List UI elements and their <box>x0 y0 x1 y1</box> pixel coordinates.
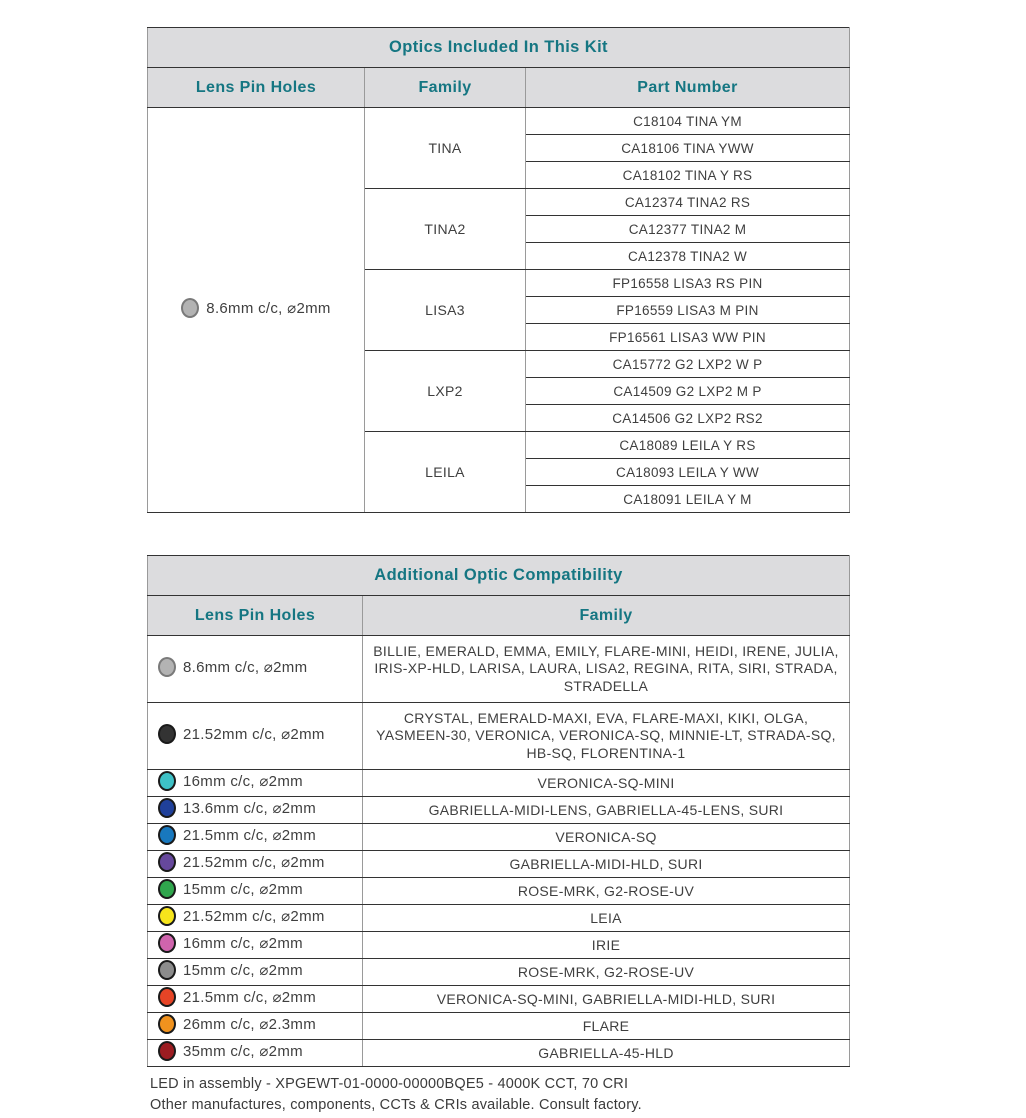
pin-hole-label: 21.52mm c/c, ⌀2mm <box>183 854 325 872</box>
part-number-cell: CA14509 G2 LXP2 M P <box>526 378 850 405</box>
family-cell: CRYSTAL, EMERALD-MAXI, EVA, FLARE-MAXI, KIKI, OLGA, YASMEEN-30, VERONICA, VERONICA-SQ, MINNIE-LT, STRADA-SQ, HB-SQ, FLORENTINA-1 <box>363 703 850 770</box>
pin-hole-spec <box>158 825 316 845</box>
family-cell: VERONICA-SQ-MINI, GABRIELLA-MIDI-HLD, SURI <box>363 986 850 1013</box>
family-cell: GABRIELLA-MIDI-LENS, GABRIELLA-45-LENS, SURI <box>363 797 850 824</box>
family-cell: LEIA <box>363 905 850 932</box>
table-row <box>148 1040 850 1067</box>
lens-pin-cell <box>148 1040 363 1067</box>
part-number-cell: CA14506 G2 LXP2 RS2 <box>526 405 850 432</box>
lens-pin-cell <box>148 905 363 932</box>
pin-hole-spec <box>158 933 303 953</box>
pin-hole-color-icon <box>158 906 176 926</box>
kit-table-title-row <box>148 28 850 68</box>
lens-pin-cell <box>148 770 363 797</box>
lens-pin-cell <box>148 878 363 905</box>
table-row <box>148 824 850 851</box>
pin-hole-color-icon <box>158 724 176 744</box>
part-number-cell: CA18091 LEILA Y M <box>526 486 850 513</box>
part-number-cell: CA15772 G2 LXP2 W P <box>526 351 850 378</box>
family-cell: VERONICA-SQ-MINI <box>363 770 850 797</box>
lens-pin-cell <box>148 932 363 959</box>
pin-hole-spec <box>158 798 316 818</box>
table-row <box>148 986 850 1013</box>
pin-hole-label: 16mm c/c, ⌀2mm <box>183 773 303 791</box>
pin-hole-color-icon <box>158 852 176 872</box>
part-number-cell: FP16561 LISA3 WW PIN <box>526 324 850 351</box>
part-number-cell: CA12378 TINA2 W <box>526 243 850 270</box>
pin-hole-label: 16mm c/c, ⌀2mm <box>183 935 303 953</box>
kit-table-title: Optics Included In This Kit <box>148 28 850 68</box>
compat-table-title-row <box>148 556 850 596</box>
family-cell: TINA <box>365 108 526 189</box>
table-row <box>148 703 850 770</box>
pin-hole-color-icon <box>158 798 176 818</box>
part-number-cell: CA18106 TINA YWW <box>526 135 850 162</box>
pin-hole-spec <box>181 298 330 318</box>
compat-table-title: Additional Optic Compatibility <box>148 556 850 596</box>
family-cell: LISA3 <box>365 270 526 351</box>
pin-hole-color-icon <box>158 960 176 980</box>
column-header-part-number: Part Number <box>526 68 850 108</box>
family-cell: FLARE <box>363 1013 850 1040</box>
footer-led-assembly-note: LED in assembly - XPGEWT-01-0000-00000BQE5 - 4000K CCT, 70 CRI <box>150 1076 629 1092</box>
table-row <box>148 851 850 878</box>
optics-included-table <box>147 27 850 513</box>
part-number-cell: CA12377 TINA2 M <box>526 216 850 243</box>
pin-hole-color-icon <box>181 298 199 318</box>
pin-hole-color-icon <box>158 1041 176 1061</box>
family-cell: GABRIELLA-MIDI-HLD, SURI <box>363 851 850 878</box>
pin-hole-spec <box>158 771 303 791</box>
lens-pin-cell <box>148 108 365 513</box>
compat-table-header-row <box>148 596 850 636</box>
pin-hole-label: 13.6mm c/c, ⌀2mm <box>183 800 317 818</box>
part-number-cell: CA12374 TINA2 RS <box>526 189 850 216</box>
pin-hole-color-icon <box>158 657 176 677</box>
pin-hole-label: 21.5mm c/c, ⌀2mm <box>183 827 317 845</box>
lens-pin-cell <box>148 986 363 1013</box>
lens-pin-cell <box>148 959 363 986</box>
column-header-family: Family <box>365 68 526 108</box>
pin-hole-color-icon <box>158 1014 176 1034</box>
lens-pin-cell <box>148 851 363 878</box>
pin-hole-label: 35mm c/c, ⌀2mm <box>183 1043 303 1061</box>
pin-hole-spec <box>158 987 316 1007</box>
family-cell: GABRIELLA-45-HLD <box>363 1040 850 1067</box>
pin-hole-label: 21.52mm c/c, ⌀2mm <box>183 908 325 926</box>
pin-hole-spec <box>158 879 303 899</box>
part-number-cell: C18104 TINA YM <box>526 108 850 135</box>
pin-hole-spec <box>158 1041 303 1061</box>
footer-notes <box>150 1074 642 1115</box>
pin-hole-color-icon <box>158 987 176 1007</box>
spec-sheet <box>147 27 849 1067</box>
pin-hole-spec <box>158 657 307 677</box>
pin-hole-spec <box>158 906 325 926</box>
pin-hole-color-icon <box>158 825 176 845</box>
pin-hole-label: 26mm c/c, ⌀2.3mm <box>183 1016 317 1034</box>
table-row <box>148 932 850 959</box>
pin-hole-color-icon <box>158 879 176 899</box>
family-cell: TINA2 <box>365 189 526 270</box>
pin-hole-label: 21.52mm c/c, ⌀2mm <box>183 726 325 744</box>
column-header-lens-pin-holes: Lens Pin Holes <box>148 68 365 108</box>
pin-hole-label: 8.6mm c/c, ⌀2mm <box>183 659 308 677</box>
part-number-cell: CA18093 LEILA Y WW <box>526 459 850 486</box>
family-cell: ROSE-MRK, G2-ROSE-UV <box>363 959 850 986</box>
pin-hole-label: 21.5mm c/c, ⌀2mm <box>183 989 317 1007</box>
lens-pin-cell <box>148 703 363 770</box>
pin-hole-spec <box>158 852 325 872</box>
table-row <box>148 905 850 932</box>
table-row <box>148 636 850 703</box>
family-cell: ROSE-MRK, G2-ROSE-UV <box>363 878 850 905</box>
pin-hole-spec <box>158 1014 316 1034</box>
table-row <box>148 1013 850 1040</box>
part-number-cell: FP16558 LISA3 RS PIN <box>526 270 850 297</box>
lens-pin-cell <box>148 1013 363 1040</box>
pin-hole-color-icon <box>158 771 176 791</box>
column-header-family: Family <box>363 596 850 636</box>
lens-pin-cell <box>148 636 363 703</box>
pin-hole-label: 15mm c/c, ⌀2mm <box>183 962 303 980</box>
pin-hole-spec <box>158 960 303 980</box>
family-cell: BILLIE, EMERALD, EMMA, EMILY, FLARE-MINI, HEIDI, IRENE, JULIA, IRIS-XP-HLD, LARISA, LAURA, LISA2, REGINA, RITA, SIRI, STRADA, STRADELLA <box>363 636 850 703</box>
pin-hole-color-icon <box>158 933 176 953</box>
part-number-cell: FP16559 LISA3 M PIN <box>526 297 850 324</box>
pin-hole-label: 15mm c/c, ⌀2mm <box>183 881 303 899</box>
table-row <box>148 878 850 905</box>
table-row <box>148 797 850 824</box>
pin-hole-label: 8.6mm c/c, ⌀2mm <box>206 300 331 317</box>
table-row <box>148 770 850 797</box>
footer-consult-factory-note: Other manufactures, components, CCTs & CRIs available. Consult factory. <box>150 1096 642 1113</box>
table-row <box>148 959 850 986</box>
family-cell: LXP2 <box>365 351 526 432</box>
family-cell: IRIE <box>363 932 850 959</box>
kit-table-header-row <box>148 68 850 108</box>
part-number-cell: CA18102 TINA Y RS <box>526 162 850 189</box>
lens-pin-cell <box>148 824 363 851</box>
family-cell: LEILA <box>365 432 526 513</box>
column-header-lens-pin-holes: Lens Pin Holes <box>148 596 363 636</box>
pin-hole-spec <box>158 724 325 744</box>
additional-compatibility-table <box>147 555 850 1067</box>
part-number-cell: CA18089 LEILA Y RS <box>526 432 850 459</box>
table-row <box>148 108 850 135</box>
lens-pin-cell <box>148 797 363 824</box>
family-cell: VERONICA-SQ <box>363 824 850 851</box>
